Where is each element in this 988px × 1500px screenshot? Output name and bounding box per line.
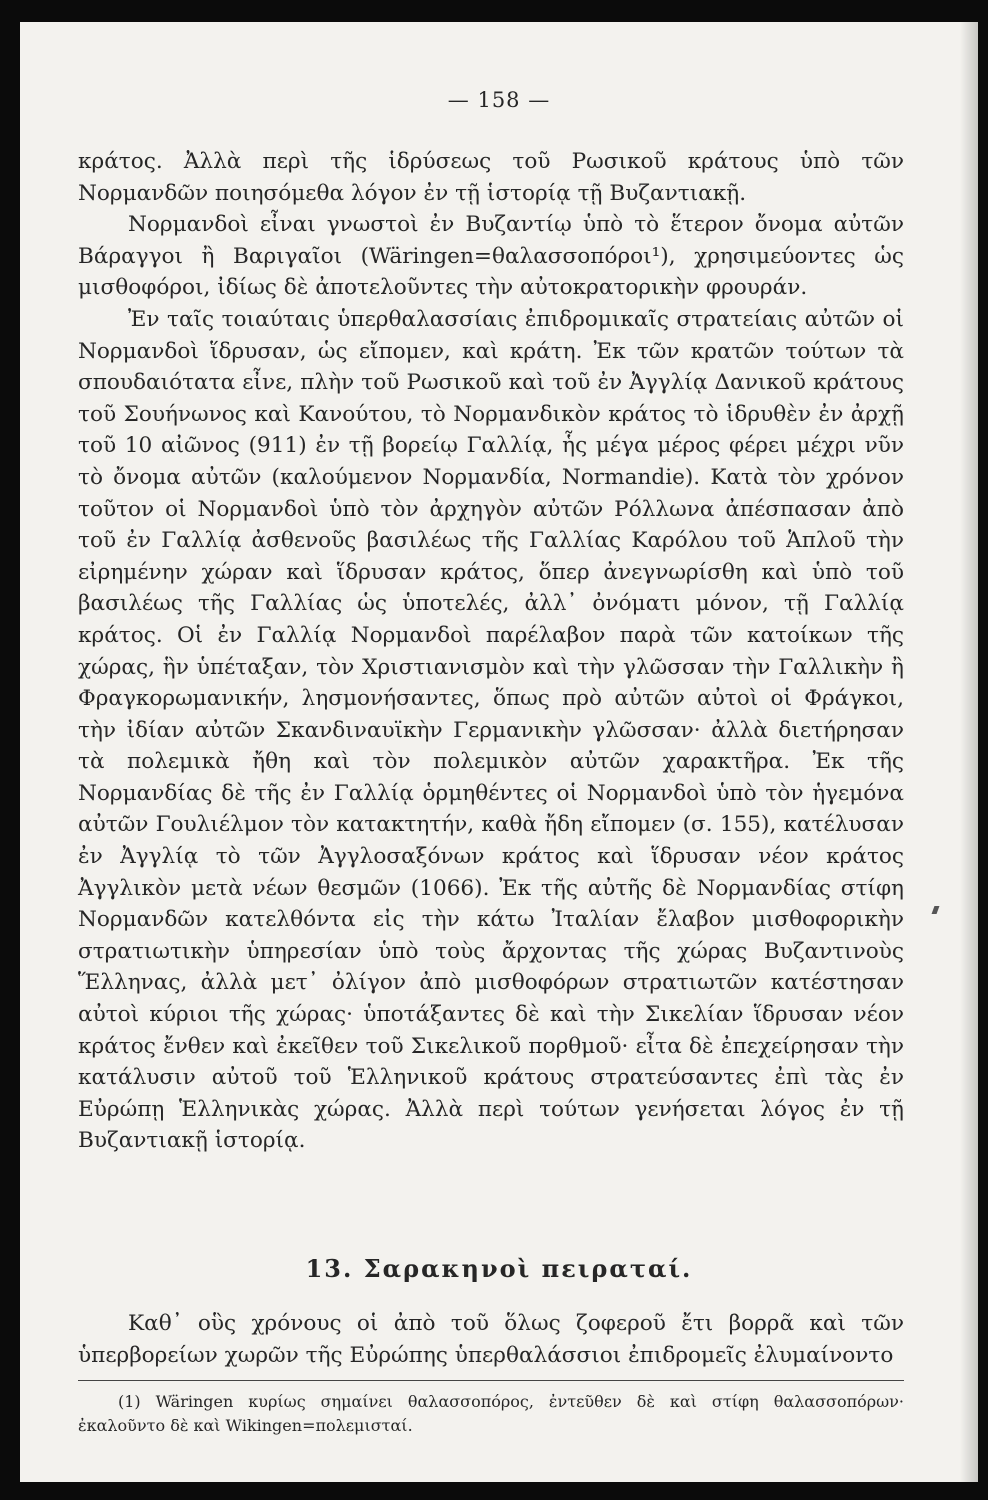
paragraph-varangians: Νορμανδοὶ εἶναι γνωστοὶ ἐν Βυζαντίῳ ὑπὸ τὸ ἕτερον ὄνομα αὐτῶν Βάραγγοι ἢ Βαριγαῖοι (Wäringen=θαλασσοπόροι¹), χρησιμεύοντες ὡς μισθοφόροι, ἰδίως δὲ ἀποτελοῦντες τὴν αὐτοκρατορικὴν φρουράν. bbox=[78, 212, 904, 301]
book-page bbox=[20, 22, 978, 1482]
footnote bbox=[78, 1390, 904, 1438]
paragraph-saracen-pirates: Καθ᾽ οὓς χρόνους οἱ ἀπὸ τοῦ ὅλως ζοφεροῦ ἔτι βορρᾶ καὶ τῶν ὑπερβορείων χωρῶν τῆς Εὐρώπης ὑπερθαλάσσιοι ἐπιδρομεῖς ἐλυμαίνοντο bbox=[78, 1311, 904, 1368]
footnote-divider bbox=[78, 1380, 904, 1381]
paragraph-norman-states: Ἐν ταῖς τοιαύταις ὑπερθαλασσίαις ἐπιδρομικαῖς στρατείαις αὐτῶν οἱ Νορμανδοὶ ἵδρυσαν, ὡς εἴπομεν, καὶ κράτη. Ἐκ τῶν κρατῶν τούτων τὰ σπουδαιότατα εἶνε, πλὴν τοῦ Ρωσικοῦ καὶ τοῦ ἐν Ἀγγλίᾳ Δανικοῦ κράτους τοῦ Σουήνωνος καὶ Κανούτου, τὸ Νορμανδικὸν κράτος τὸ ἱδρυθὲν ἐν ἀρχῇ τοῦ 10 αἰῶνος (911) ἐν τῇ βορείῳ Γαλλίᾳ, ἧς μέγα μέρος φέρει μέχρι νῦν τὸ ὄνομα αὐτῶν (καλούμενον Νορμανδία, Normandie). Κατὰ τὸν χρόνον τοῦτον οἱ Νορμανδοὶ ὑπὸ τὸν ἀρχηγὸν αὐτῶν Ρόλλωνα ἀπέσπασαν ἀπὸ τοῦ ἐν Γαλλίᾳ ἀσθενοῦς βασιλέως τῆς Γαλλίας Καρόλου τοῦ Ἁπλοῦ τὴν εἰρημένην χώραν καὶ ἵδρυσαν κράτος, ὅπερ ἀνεγνωρίσθη καὶ ὑπὸ τοῦ βασιλέως τῆς Γαλλίας ὡς ὑποτελές, ἀλλ᾽ ὀνόματι μόνον, τῇ Γαλλίᾳ κράτος. Οἱ ἐν Γαλλίᾳ Νορμανδοὶ παρέλαβον παρὰ τῶν κατοίκων τῆς χώρας, ἣν ὑπέταξαν, τὸν Χριστιανισμὸν καὶ τὴν γλῶσσαν τὴν Γαλλικὴν ἢ Φραγκορωμανικήν, λησμονήσαντες, ὅπως πρὸ αὐτῶν αὐτοὶ οἱ Φράγκοι, τὴν ἰδίαν αὐτῶν Σκανδιναυϊκὴν Γερμανικὴν γλῶσσαν· ἀλλὰ διετήρησαν τὰ πολεμικὰ ἤθη καὶ τὸν πολεμικὸν αὐτῶν χαρακτῆρα. Ἐκ τῆς Νορμανδίας δὲ τῆς ἐν Γαλλίᾳ ὁρμηθέντες οἱ Νορμανδοὶ ὑπὸ τὸν ἡγεμόνα αὐτῶν Γουλιέλμον τὸν κατακτητήν, καθὰ ἤδη εἴπομεν (σ. 155), κατέλυσαν ἐν Ἀγγλίᾳ τὸ τῶν Ἀγγλοσαξόνων κράτος καὶ ἵδρυσαν νέον κράτος Ἀγγλικὸν μετὰ νέων θεσμῶν (1066). Ἐκ τῆς αὐτῆς δὲ Νορμανδίας στίφη Νορμανδῶν κατελθόντα εἰς τὴν κάτω Ἰταλίαν ἔλαβον μισθοφορικὴν στρατιωτικὴν ὑπηρεσίαν ὑπὸ τοὺς ἄρχοντας τῆς χώρας Βυζαντινοὺς Ἕλληνας, ἀλλὰ μετ᾽ ὀλίγον ἀπὸ μισθοφόρων στρατιωτῶν κατέστησαν αὐτοὶ κύριοι τῆς χώρας· ὑποτάξαντες δὲ καὶ τὴν Σικελίαν ἵδρυσαν νέον κράτος ἔνθεν καὶ ἐκεῖθεν τοῦ Σικελικοῦ πορθμοῦ· εἶτα δὲ ἐπεχείρησαν τὴν κατάλυσιν αὐτοῦ τοῦ Ἑλληνικοῦ κράτους στρατεύσαντες ἐπὶ τὰς ἐν Εὐρώπῃ Ἑλληνικὰς χώρας. Ἀλλὰ περὶ τούτων γενήσεται λόγος ἐν τῇ Βυζαντιακῇ ἱστορίᾳ. bbox=[78, 306, 904, 1154]
section-heading: 13. Σαρακηνοὶ πειραταί. bbox=[305, 1254, 693, 1283]
footnote-text: (1) Wäringen κυρίως σημαίνει θαλασσοπόρος, ἐντεῦθεν δὲ καὶ στίφη θαλασσοπόρων· ἐκαλοῦντο δὲ καὶ Wikingen=πολεμισταί. bbox=[78, 1392, 904, 1435]
margin-mark bbox=[932, 906, 940, 914]
section-text bbox=[78, 1308, 904, 1371]
body-text bbox=[78, 146, 904, 1157]
paragraph-continuation: κράτος. Ἀλλὰ περὶ τῆς ἱδρύσεως τοῦ Ρωσικοῦ κράτους ὑπὸ τῶν Νορμανδῶν ποιησόμεθα λόγον ἐν τῇ ἱστορίᾳ τῇ Βυζαντιακῇ. bbox=[78, 149, 904, 206]
page-number: — 158 — bbox=[447, 88, 551, 112]
